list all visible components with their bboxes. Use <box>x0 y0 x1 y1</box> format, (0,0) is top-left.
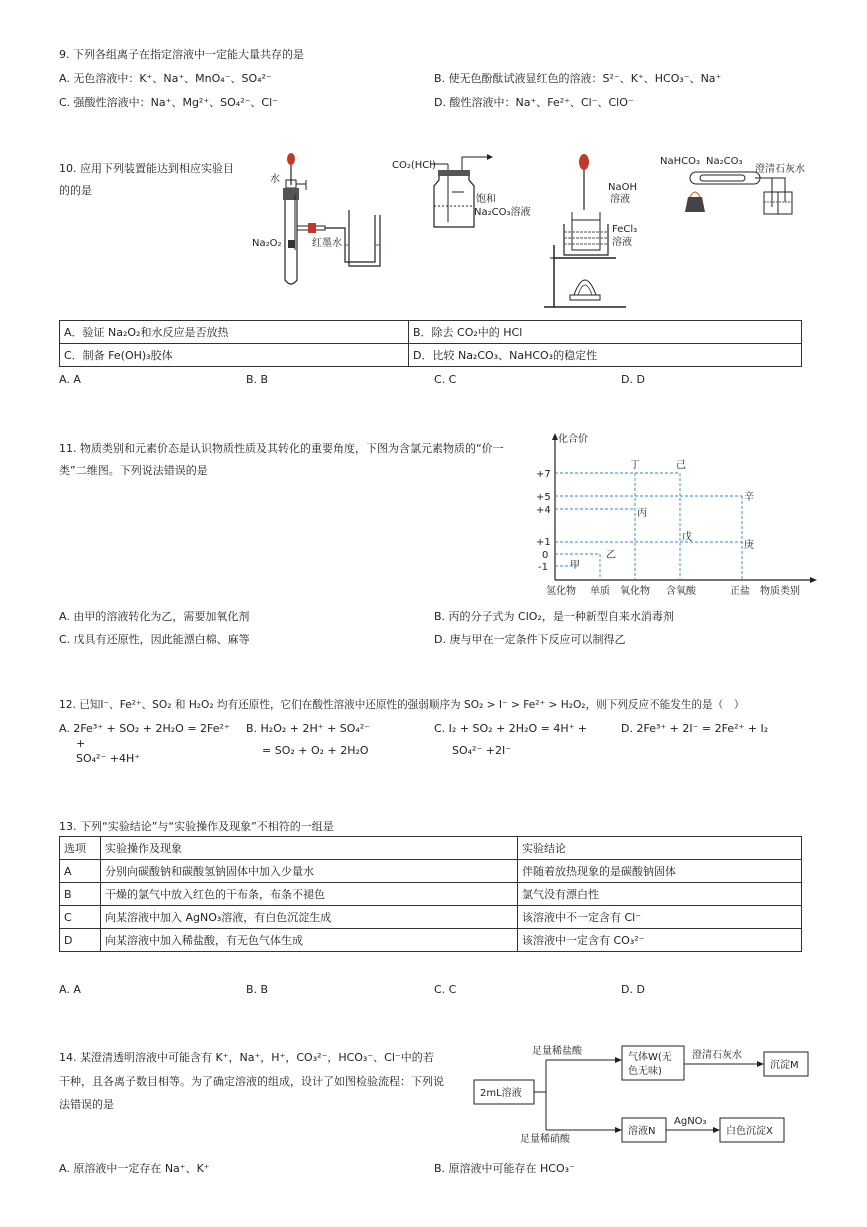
table-cell: 氯气没有漂白性 <box>518 883 802 906</box>
table-cell: 干燥的氯气中放入红色的干布条，布条不褪色 <box>101 883 518 906</box>
q11-point-ding: 丁 <box>630 460 640 471</box>
q10-figure-1 <box>250 150 390 290</box>
q10-figure-2 <box>392 152 542 232</box>
q10-figure-3 <box>540 150 650 310</box>
q12-option-a-line1: A. 2Fe³⁺ + SO₂ + 2H₂O = 2Fe²⁺ <box>59 722 230 735</box>
q14-stem-line2: 干种，且各离子数目相等。为了确定溶液的组成，设计了如图检验流程：下列说 <box>59 1075 444 1088</box>
q11-ylabel: 化合价 <box>558 434 588 445</box>
q11-point-bing: 丙 <box>637 508 647 519</box>
table-cell: C <box>60 906 101 929</box>
q9-stem: 9. 下列各组离子在指定溶液中一定能大量共存的是 <box>59 48 304 61</box>
table-cell: B <box>60 883 101 906</box>
q11-ytick-p5: +5 <box>536 492 551 503</box>
table-row <box>60 860 802 883</box>
q10-option-b: B. B <box>246 373 269 386</box>
fig3-naoh2-label: 溶液 <box>610 194 630 205</box>
q12-stem: 12. 已知I⁻、Fe²⁺、SO₂ 和 H₂O₂ 均有还原性，它们在酸性溶液中还原性的强弱顺序为 SO₂ > I⁻ > Fe²⁺ > H₂O₂，则下列反应不能发生的是（ ） <box>59 699 745 711</box>
q13-option-c: C. C <box>434 983 457 996</box>
q11-xcat-1: 单质 <box>590 586 610 597</box>
q11-point-geng: 庚 <box>744 540 754 551</box>
q11-point-jia: 甲 <box>570 560 580 571</box>
q14-flow-ppt-x: 白色沉淀X <box>726 1126 773 1137</box>
fig2-gas-label: CO₂(HCl) <box>392 160 436 171</box>
q11-point-xin: 辛 <box>744 492 754 503</box>
table-cell: 该溶液中一定含有 CO₃²⁻ <box>518 929 802 952</box>
q13-header-conclusion: 实验结论 <box>518 837 802 860</box>
q14-flow-start: 2mL溶液 <box>480 1088 522 1099</box>
q11-ytick-p7: +7 <box>536 469 551 480</box>
q14-flow-step2: 足量稀硝酸 <box>520 1134 570 1145</box>
q11-ytick-m1: -1 <box>538 562 548 573</box>
q9-option-b: B. 使无色酚酞试液显红色的溶液：S²⁻、K⁺、HCO₃⁻、Na⁺ <box>434 72 722 85</box>
fig3-fecl3-2-label: 溶液 <box>612 237 632 248</box>
q13-option-d: D. D <box>621 983 645 996</box>
q10-cell-b: B．除去 CO₂中的 HCl <box>409 321 802 344</box>
q13-table <box>59 836 802 952</box>
fig4-lime-label: 澄清石灰水 <box>755 164 805 175</box>
q10-figure-4 <box>660 152 810 227</box>
q11-option-c: C. 戊具有还原性，因此能漂白棉、麻等 <box>59 633 250 646</box>
q14-stem-line3: 法错误的是 <box>59 1098 114 1111</box>
q11-option-b: B. 丙的分子式为 ClO₂，是一种新型自来水消毒剂 <box>434 610 674 623</box>
q11-xcat-0: 氢化物 <box>546 586 576 597</box>
q13-stem: 13. 下列“实验结论”与“实验操作及现象”不相符的一组是 <box>59 820 334 833</box>
q12-option-a-line2: + <box>76 737 86 750</box>
q11-point-yi: 乙 <box>606 550 616 561</box>
q11-option-a: A. 由甲的溶液转化为乙，需要加氧化剂 <box>59 610 250 623</box>
q11-ytick-0: 0 <box>542 550 549 561</box>
q12-option-d: D. 2Fe³⁺ + 2I⁻ = 2Fe²⁺ + I₂ <box>621 722 769 735</box>
q13-option-b: B. B <box>246 983 269 996</box>
table-row <box>60 929 802 952</box>
q12-option-a-line3: SO₄²⁻ +4H⁺ <box>76 752 141 765</box>
q14-flow-ppt-m: 沉淀M <box>770 1060 799 1071</box>
q10-option-a: A. A <box>59 373 81 386</box>
q11-point-wu: 戊 <box>682 532 692 543</box>
table-row <box>60 883 802 906</box>
q10-stem-line1: 10. 应用下列装置能达到相应实验目 <box>59 162 234 175</box>
q11-xcat-4: 正盐 <box>730 586 750 597</box>
q11-ytick-p4: +4 <box>536 505 551 516</box>
q14-stem-line1: 14. 某澄清透明溶液中可能含有 K⁺，Na⁺，H⁺，CO₃²⁻，HCO₃⁻、Cl⁻中的若 <box>59 1051 434 1064</box>
q9-option-c: C. 强酸性溶液中：Na⁺、Mg²⁺、SO₄²⁻、Cl⁻ <box>59 96 278 109</box>
fig3-fecl3-1-label: FeCl₃ <box>612 224 638 235</box>
fig4-na2co3-label: Na₂CO₃ <box>706 156 743 167</box>
fig2-soln1-label: 饱和 <box>476 194 496 205</box>
q14-flow-soln-n: 溶液N <box>628 1126 656 1137</box>
q11-stem-line1: 11. 物质类别和元素价态是认识物质性质及其转化的重要角度，下图为含氯元素物质的“价一 <box>59 442 504 455</box>
q9-option-a: A. 无色溶液中：K⁺、Na⁺、MnO₄⁻、SO₄²⁻ <box>59 72 272 85</box>
table-cell: D <box>60 929 101 952</box>
q11-xlabel: 物质类别 <box>760 586 800 597</box>
fig1-water-label: 水 <box>270 174 280 185</box>
q14-flowchart <box>468 1038 818 1148</box>
table-cell: 该溶液中不一定含有 Cl⁻ <box>518 906 802 929</box>
q10-option-d: D. D <box>621 373 645 386</box>
q12-option-b-line2: = SO₂ + O₂ + 2H₂O <box>262 744 369 757</box>
table-header-row <box>60 837 802 860</box>
table-cell: 伴随着放热现象的是碳酸钠固体 <box>518 860 802 883</box>
q11-point-ji: 己 <box>676 460 686 471</box>
q14-flow-gas1: 气体W(无 <box>628 1052 672 1063</box>
q14-flow-gas2: 色无味) <box>628 1066 662 1077</box>
q9-option-d: D. 酸性溶液中：Na⁺、Fe²⁺、Cl⁻、ClO⁻ <box>434 96 634 109</box>
fig1-ink-label: 红墨水 <box>312 238 342 249</box>
q13-header-operation: 实验操作及现象 <box>101 837 518 860</box>
q14-flow-lime: 澄清石灰水 <box>692 1050 742 1061</box>
q11-xcat-3: 含氧酸 <box>666 586 696 597</box>
q10-cell-a: A．验证 Na₂O₂和水反应是否放热 <box>60 321 409 344</box>
fig3-naoh1-label: NaOH <box>608 182 637 193</box>
q11-option-d: D. 庚与甲在一定条件下反应可以制得乙 <box>434 633 626 646</box>
q14-flow-step1: 足量稀盐酸 <box>532 1046 582 1057</box>
fig4-nahco3-label: NaHCO₃ <box>660 156 700 167</box>
q11-stem-line2: 类”二维图。下列说法错误的是 <box>59 464 208 477</box>
q12-option-c-line1: C. I₂ + SO₂ + 2H₂O = 4H⁺ + <box>434 722 588 735</box>
q13-option-a: A. A <box>59 983 81 996</box>
table-row <box>60 906 802 929</box>
q14-option-b: B. 原溶液中可能存在 HCO₃⁻ <box>434 1162 575 1175</box>
table-cell: A <box>60 860 101 883</box>
q10-table <box>59 320 802 367</box>
q11-valence-chart <box>520 430 820 605</box>
fig2-soln2-label: Na₂CO₃溶液 <box>474 207 531 218</box>
fig1-na2o2-label: Na₂O₂ <box>252 238 282 249</box>
q10-cell-d: D．比较 Na₂CO₃、NaHCO₃的稳定性 <box>409 344 802 367</box>
q12-option-b-line1: B. H₂O₂ + 2H⁺ + SO₄²⁻ <box>246 722 371 735</box>
q11-xcat-2: 氧化物 <box>620 586 650 597</box>
q14-flow-agno3: AgNO₃ <box>674 1116 707 1127</box>
table-cell: 分别向碳酸钠和碳酸氢钠固体中加入少量水 <box>101 860 518 883</box>
q10-cell-c: C．制备 Fe(OH)₃胶体 <box>60 344 409 367</box>
q13-header-option: 选项 <box>60 837 101 860</box>
table-cell: 向某溶液中加入 AgNO₃溶液，有白色沉淀生成 <box>101 906 518 929</box>
q10-option-c: C. C <box>434 373 457 386</box>
q10-stem-line2: 的的是 <box>59 184 92 197</box>
q11-ytick-p1: +1 <box>536 537 551 548</box>
q12-option-c-line2: SO₄²⁻ +2I⁻ <box>452 744 512 757</box>
table-cell: 向某溶液中加入稀盐酸，有无色气体生成 <box>101 929 518 952</box>
q14-option-a: A. 原溶液中一定存在 Na⁺、K⁺ <box>59 1162 210 1175</box>
